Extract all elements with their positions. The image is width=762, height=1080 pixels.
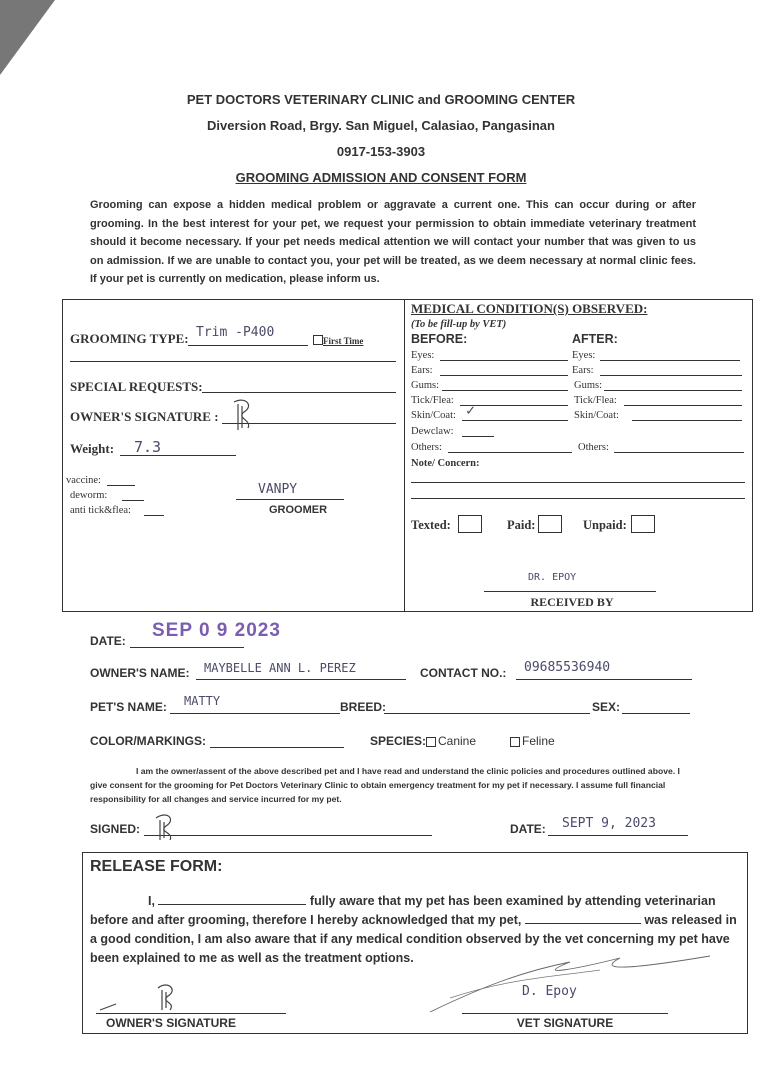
before-eyes-line[interactable] — [440, 360, 568, 361]
signed-date-label: DATE: — [510, 822, 546, 836]
grooming-type-label: GROOMING TYPE: — [70, 331, 189, 346]
canine-label: Canine — [438, 734, 477, 748]
pet-name-value[interactable]: MATTY — [184, 694, 221, 708]
signed-line[interactable] — [144, 835, 432, 836]
before-eyes-label: Eyes: — [411, 350, 435, 361]
after-gums-line[interactable] — [604, 390, 742, 391]
pet-name-label: PET'S NAME: — [90, 700, 167, 714]
deworm-label: deworm: — [70, 490, 108, 501]
signed-date-value[interactable]: SEPT 9, 2023 — [562, 816, 656, 831]
before-ears-label: Ears: — [411, 365, 433, 376]
signed-signature-mark — [150, 810, 180, 842]
release-text-2: fully aware that my pet has been examined by attending veterinarian before and after grooming, therefore I hereby acknowledged that my pet, — [90, 894, 716, 927]
owner-sig-line[interactable] — [96, 1013, 286, 1014]
unpaid-label: Unpaid: — [583, 518, 627, 532]
note-label: Note/ Concern: — [411, 458, 480, 469]
others-after-label: Others: — [578, 442, 609, 453]
antitick-line[interactable] — [144, 515, 164, 516]
note-line-2[interactable] — [411, 498, 745, 499]
canine-checkbox[interactable] — [426, 737, 436, 747]
before-skincoat-line[interactable] — [462, 420, 568, 421]
skincoat-checkmark: ✓ — [466, 401, 476, 419]
after-skincoat-line[interactable] — [632, 420, 742, 421]
feline-label: Feline — [522, 734, 555, 748]
release-text-1: I, — [148, 894, 155, 908]
dewclaw-label: Dewclaw: — [411, 426, 454, 437]
date-stamp: SEP 0 9 2023 — [152, 620, 281, 641]
breed-label: BREED: — [340, 700, 387, 714]
unpaid-checkbox[interactable] — [631, 515, 655, 533]
dewclaw-line[interactable] — [462, 436, 494, 437]
groomer-line — [236, 499, 344, 500]
special-requests-label: SPECIAL REQUESTS: — [70, 379, 203, 394]
owner-name-label: OWNER'S NAME: — [90, 666, 190, 680]
clinic-address: Diversion Road, Brgy. San Miguel, Calasiao, Pangasinan — [207, 118, 555, 133]
color-label: COLOR/MARKINGS: — [90, 734, 206, 748]
species-label: SPECIES: — [370, 734, 427, 748]
contact-label: CONTACT NO.: — [420, 666, 507, 680]
species-canine-option[interactable] — [426, 734, 476, 748]
after-gums-label: Gums: — [574, 380, 603, 391]
feline-checkbox[interactable] — [510, 737, 520, 747]
groomer-name: VANPY — [258, 482, 298, 497]
sex-label: SEX: — [592, 700, 621, 714]
sex-line[interactable] — [622, 713, 690, 714]
after-eyes-label: Eyes: — [572, 350, 596, 361]
vet-signature-text: D. Epoy — [522, 984, 577, 999]
species-feline-option[interactable] — [510, 734, 555, 748]
contact-line — [516, 679, 692, 680]
vet-sig-line[interactable] — [462, 1013, 668, 1014]
paid-label: Paid: — [507, 518, 536, 532]
antitick-label: anti tick&flea: — [70, 505, 131, 516]
owner-signature-label: OWNER'S SIGNATURE : — [70, 409, 219, 424]
contact-value[interactable]: 09685536940 — [524, 660, 611, 675]
release-title: RELEASE FORM: — [90, 858, 223, 875]
before-skincoat-label: Skin/Coat: — [411, 410, 456, 421]
others-before-label: Others: — [411, 442, 442, 453]
consent-paragraph: I am the owner/assent of the above described pet and I have read and understand the clinic policies and procedures outlined above. I give consent for the grooming for Pet Doctors Veterinary Clinic to obtain emergency treatment for my pet if necessary. I assume full financial responsibility for all changes and service incurred for my pet. — [90, 766, 680, 804]
deworm-line[interactable] — [122, 500, 144, 501]
color-line[interactable] — [210, 747, 344, 748]
others-before-line[interactable] — [448, 452, 572, 453]
release-owner-signature-mark — [96, 980, 186, 1016]
panel-divider — [404, 300, 405, 611]
vet-sig-label: VET SIGNATURE — [516, 1016, 614, 1030]
owner-name-line — [196, 679, 406, 680]
special-requests-line[interactable] — [202, 392, 396, 393]
breed-line[interactable] — [384, 713, 590, 714]
received-by-line — [484, 591, 656, 592]
owner-name-value[interactable]: MAYBELLE ANN L. PEREZ — [204, 661, 356, 675]
vaccine-label: vaccine: — [66, 475, 101, 486]
first-time-checkbox[interactable] — [313, 335, 323, 345]
after-tickflea-line[interactable] — [624, 405, 742, 406]
note-line-1[interactable] — [411, 482, 745, 483]
grooming-type-line-2 — [70, 361, 396, 362]
weight-label: Weight: — [70, 441, 115, 456]
intro-paragraph: Grooming can expose a hidden medical problem or aggravate a current one. This can occur during or after grooming. In the best interest for your pet, we request your permission to obtain immediate veterinary treatment should it become necessary. If your pet needs medical attention we will contact your number that was given to us on admission. If we are unable to contact you, your pet will be treated, as we deem necessary at normal clinic fees. If your pet is currently on medication, please inform us. — [90, 199, 696, 285]
folded-corner — [0, 0, 55, 75]
after-label: AFTER: — [572, 332, 618, 346]
before-tickflea-label: Tick/Flea: — [411, 395, 454, 406]
signed-label: SIGNED: — [90, 822, 141, 836]
paid-checkbox[interactable] — [538, 515, 562, 533]
first-time-label: First Time — [323, 336, 364, 346]
after-eyes-line[interactable] — [600, 360, 740, 361]
after-skincoat-label: Skin/Coat: — [574, 410, 619, 421]
release-text-3: was released in a good condition, I am also aware that if any medical condition observed by the vet concerning my pet have been explained to me as well as the treatment options. — [90, 913, 737, 965]
after-ears-label: Ears: — [572, 365, 594, 376]
owner-sig-label: OWNER'S SIGNATURE — [106, 1016, 236, 1030]
before-tickflea-line[interactable] — [460, 405, 568, 406]
vaccine-line[interactable] — [107, 485, 135, 486]
after-ears-line[interactable] — [600, 375, 742, 376]
groomer-label: GROOMER — [268, 504, 328, 516]
release-pet-blank[interactable] — [525, 923, 641, 924]
date-line — [130, 647, 244, 648]
medical-title: MEDICAL CONDITION(S) OBSERVED: — [411, 301, 648, 316]
signed-date-line — [548, 835, 688, 836]
before-gums-line[interactable] — [442, 390, 568, 391]
owner-signature-mark — [226, 396, 258, 432]
date-label: DATE: — [90, 634, 126, 648]
after-tickflea-label: Tick/Flea: — [574, 395, 617, 406]
before-label: BEFORE: — [411, 332, 468, 346]
grooming-type-line — [188, 345, 308, 346]
release-owner-blank[interactable] — [158, 904, 306, 905]
weight-value[interactable]: 7.3 — [134, 438, 162, 456]
received-by-label: RECEIVED BY — [530, 595, 614, 609]
texted-label: Texted: — [411, 518, 451, 532]
before-ears-line[interactable] — [440, 375, 568, 376]
vet-signature-scribble — [420, 948, 720, 1018]
texted-checkbox[interactable] — [458, 515, 482, 533]
clinic-name: PET DOCTORS VETERINARY CLINIC and GROOMING CENTER — [186, 92, 576, 107]
medical-subtitle: (To be fill-up by VET) — [411, 319, 507, 330]
pet-name-line — [170, 713, 340, 714]
clinic-phone: 0917-153-3903 — [336, 144, 426, 159]
grooming-type-value[interactable]: Trim -P400 — [196, 325, 275, 340]
received-by-name: DR. EPOY — [528, 572, 577, 583]
others-after-line[interactable] — [614, 452, 744, 453]
before-gums-label: Gums: — [411, 380, 440, 391]
form-title: GROOMING ADMISSION AND CONSENT FORM — [235, 170, 527, 185]
